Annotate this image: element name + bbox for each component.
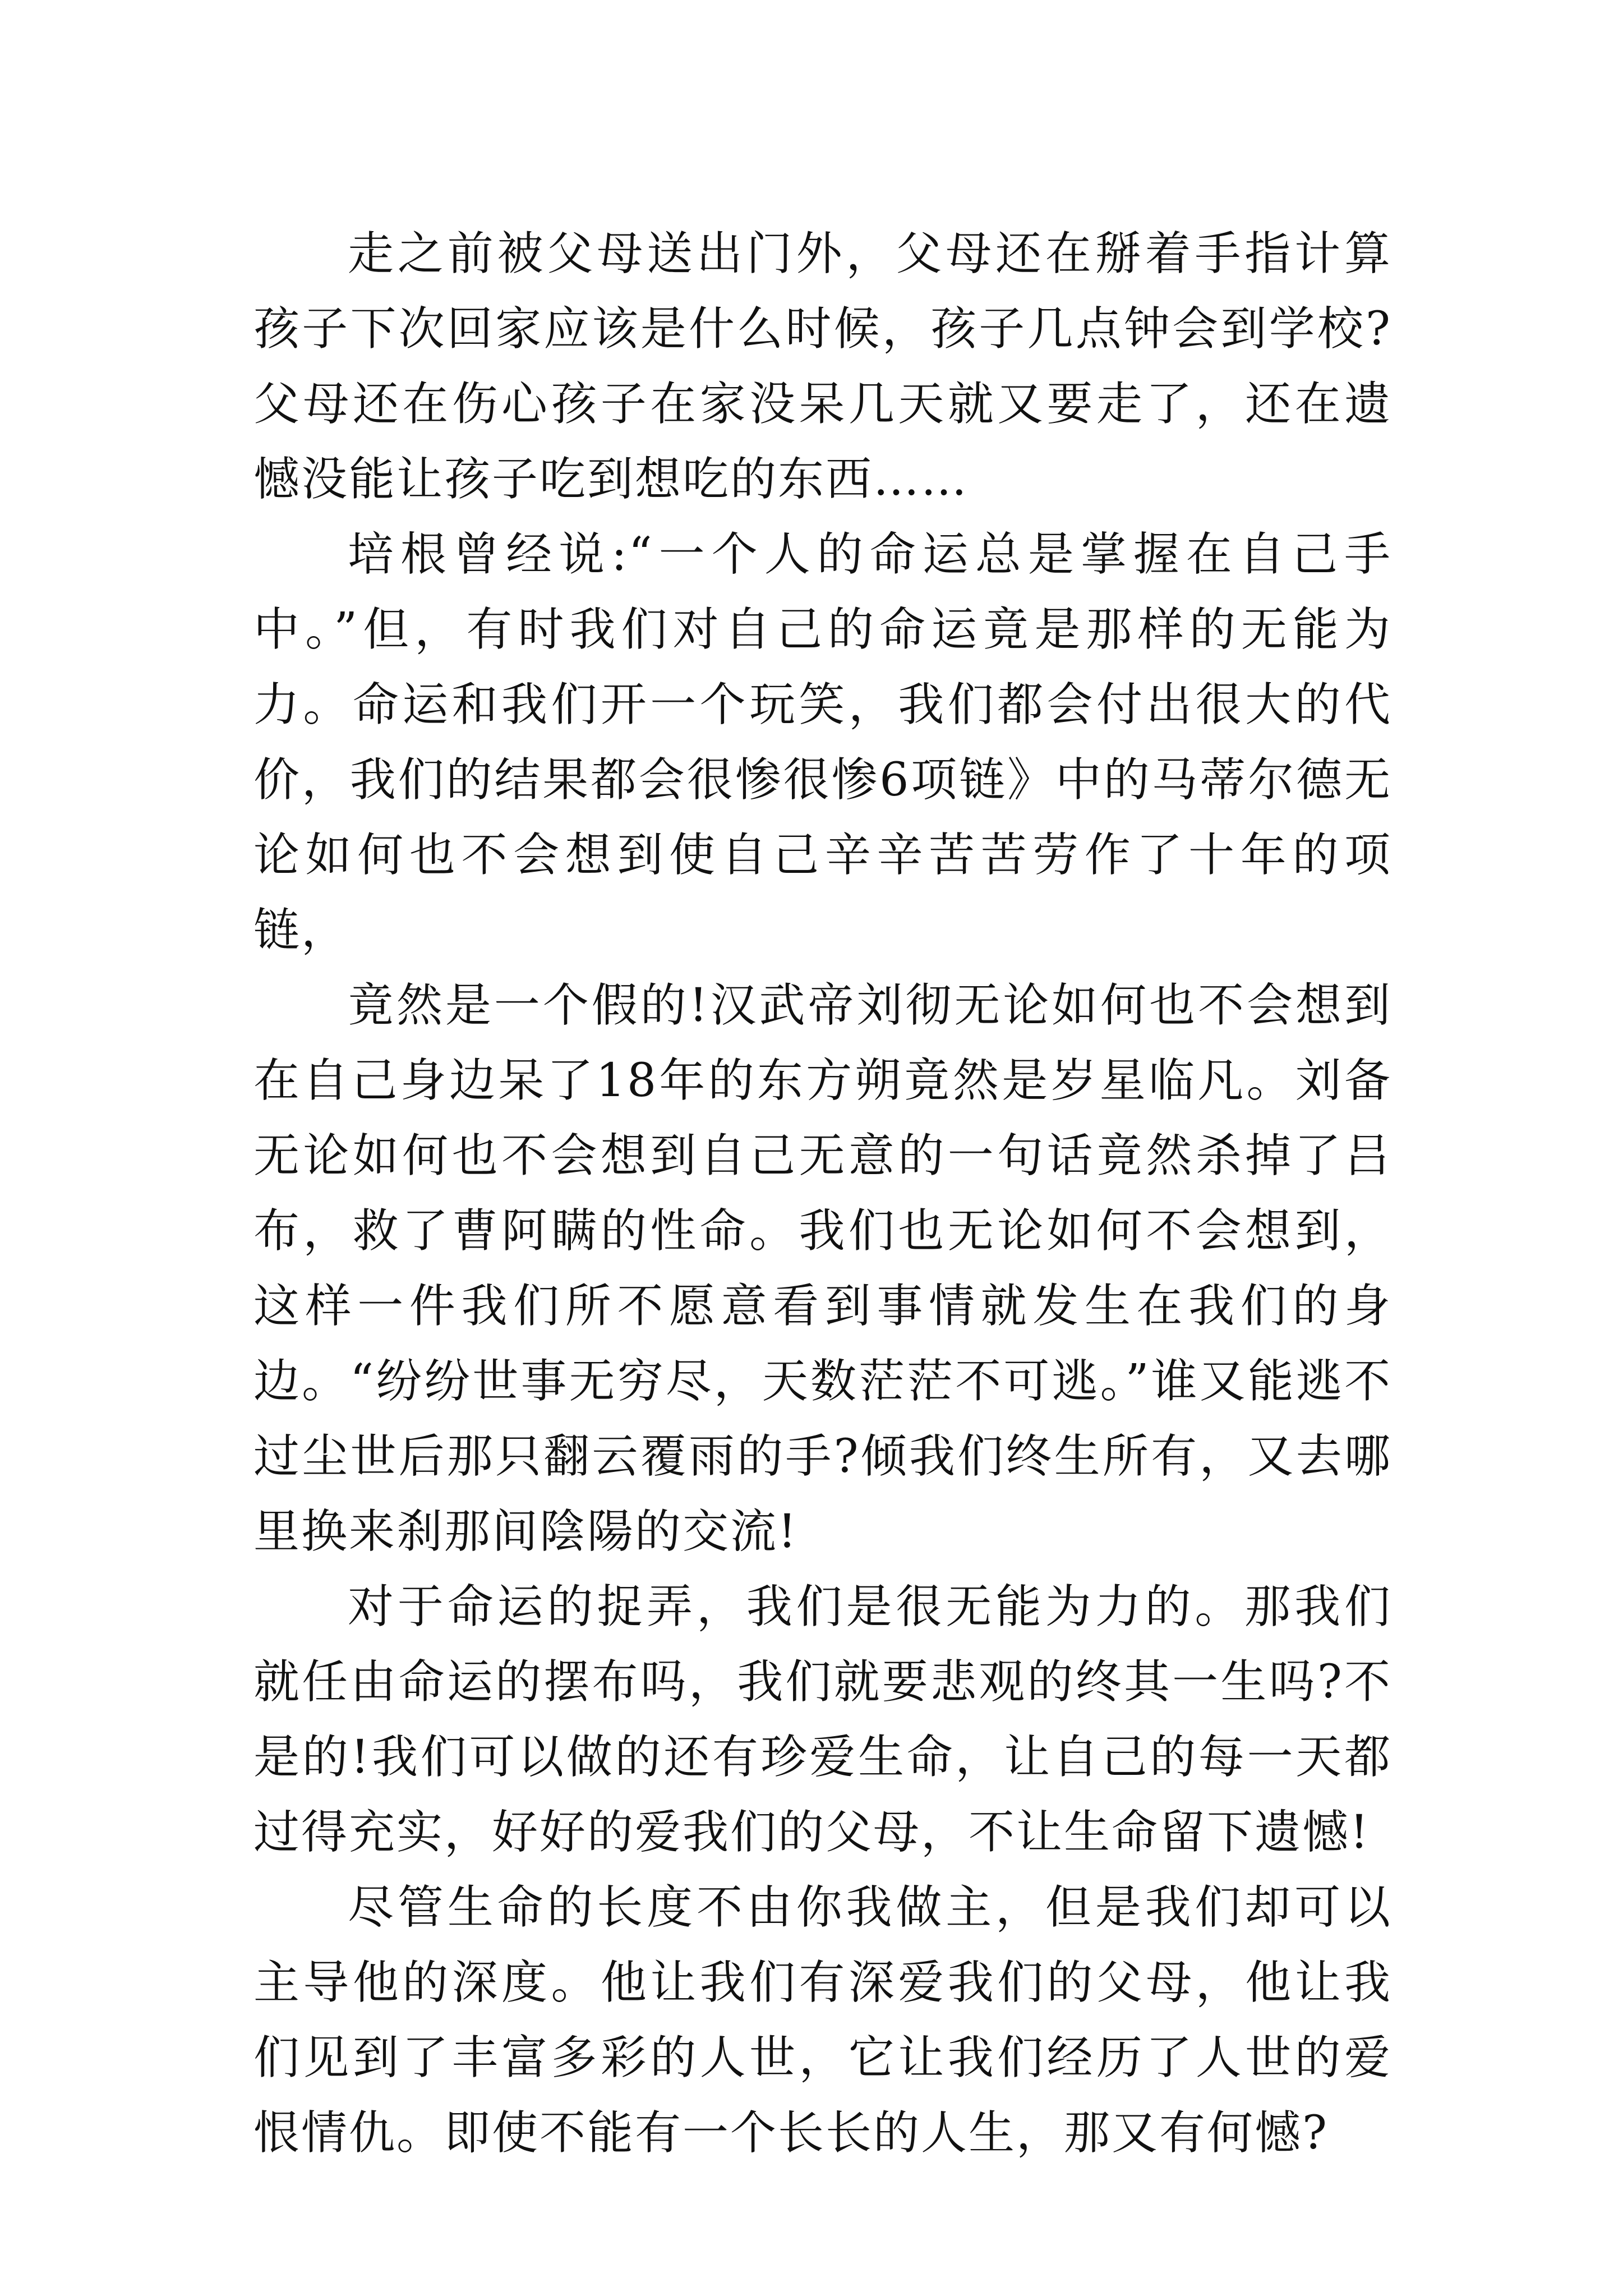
paragraph-4: 对于命运的捉弄，我们是很无能为力的。那我们就任由命运的摆布吗，我们就要悲观的终其一生吗?不是的!我们可以做的还有珍爱生命，让自己的每一天都过得充实，好好的爱我们的父母，不让生命留下遗憾! <box>253 1580 1392 1859</box>
paragraph-2: 培根曾经说:“一个人的命运总是掌握在自己手中。”但，有时我们对自己的命运竟是那样的无能为力。命运和我们开一个玩笑，我们都会付出很大的代价，我们的结果都会很惨很惨6项链》中的马蒂尔德无论如何也不会想到使自己辛辛苦苦劳作了十年的项链， <box>253 528 1392 957</box>
paragraph-5: 尽管生命的长度不由你我做主，但是我们却可以主导他的深度。他让我们有深爱我们的父母，他让我们见到了丰富多彩的人世，它让我们经历了人世的爱恨情仇。即使不能有一个长长的人生，那又有何憾? <box>253 1881 1392 2160</box>
paragraph-1: 走之前被父母送出门外，父母还在掰着手指计算孩子下次回家应该是什么时候，孩子几点钟会到学校?父母还在伤心孩子在家没呆几天就又要走了，还在遗憾没能让孩子吃到想吃的东西…… <box>253 227 1392 506</box>
document-body <box>253 217 1392 2171</box>
paragraph-3: 竟然是一个假的!汉武帝刘彻无论如何也不会想到在自己身边呆了18年的东方朔竟然是岁星临凡。刘备无论如何也不会想到自己无意的一句话竟然杀掉了吕布，救了曹阿瞒的性命。我们也无论如何不会想到，这样一件我们所不愿意看到事情就发生在我们的身边。“纷纷世事无穷尽，天数茫茫不可逃。”谁又能逃不过尘世后那只翻云覆雨的手?倾我们终生所有，又去哪里换来刹那间陰陽的交流! <box>253 979 1392 1558</box>
